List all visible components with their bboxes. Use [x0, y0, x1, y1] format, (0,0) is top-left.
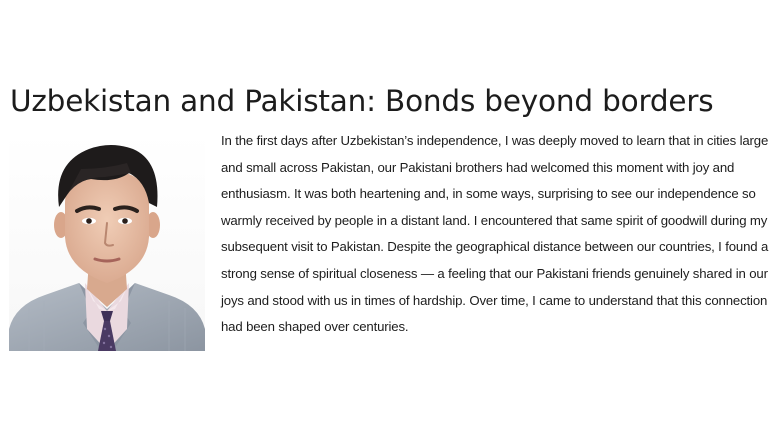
author-portrait — [9, 133, 205, 351]
article-body-paragraph: In the first days after Uzbekistan’s independence, I was deeply moved to learn that in cities large and small across Pakistan, our Pakistani brothers had welcomed this moment with joy and enthusiasm. It was both heartening and, in some ways, surprising to see our independence so warmly received by people in a distant land. I encountered that same spirit of goodwill during my subsequent visit to Pakistan. Despite the geographical distance between our countries, I found a strong sense of spiritual closeness — a feeling that our Pakistani friends genuinely shared in our joys and stood with us in times of hardship. Over time, I came to understand that this connection had been shaped over centuries. — [221, 133, 769, 335]
article-headline: Uzbekistan and Pakistan: Bonds beyond borders — [10, 84, 714, 118]
